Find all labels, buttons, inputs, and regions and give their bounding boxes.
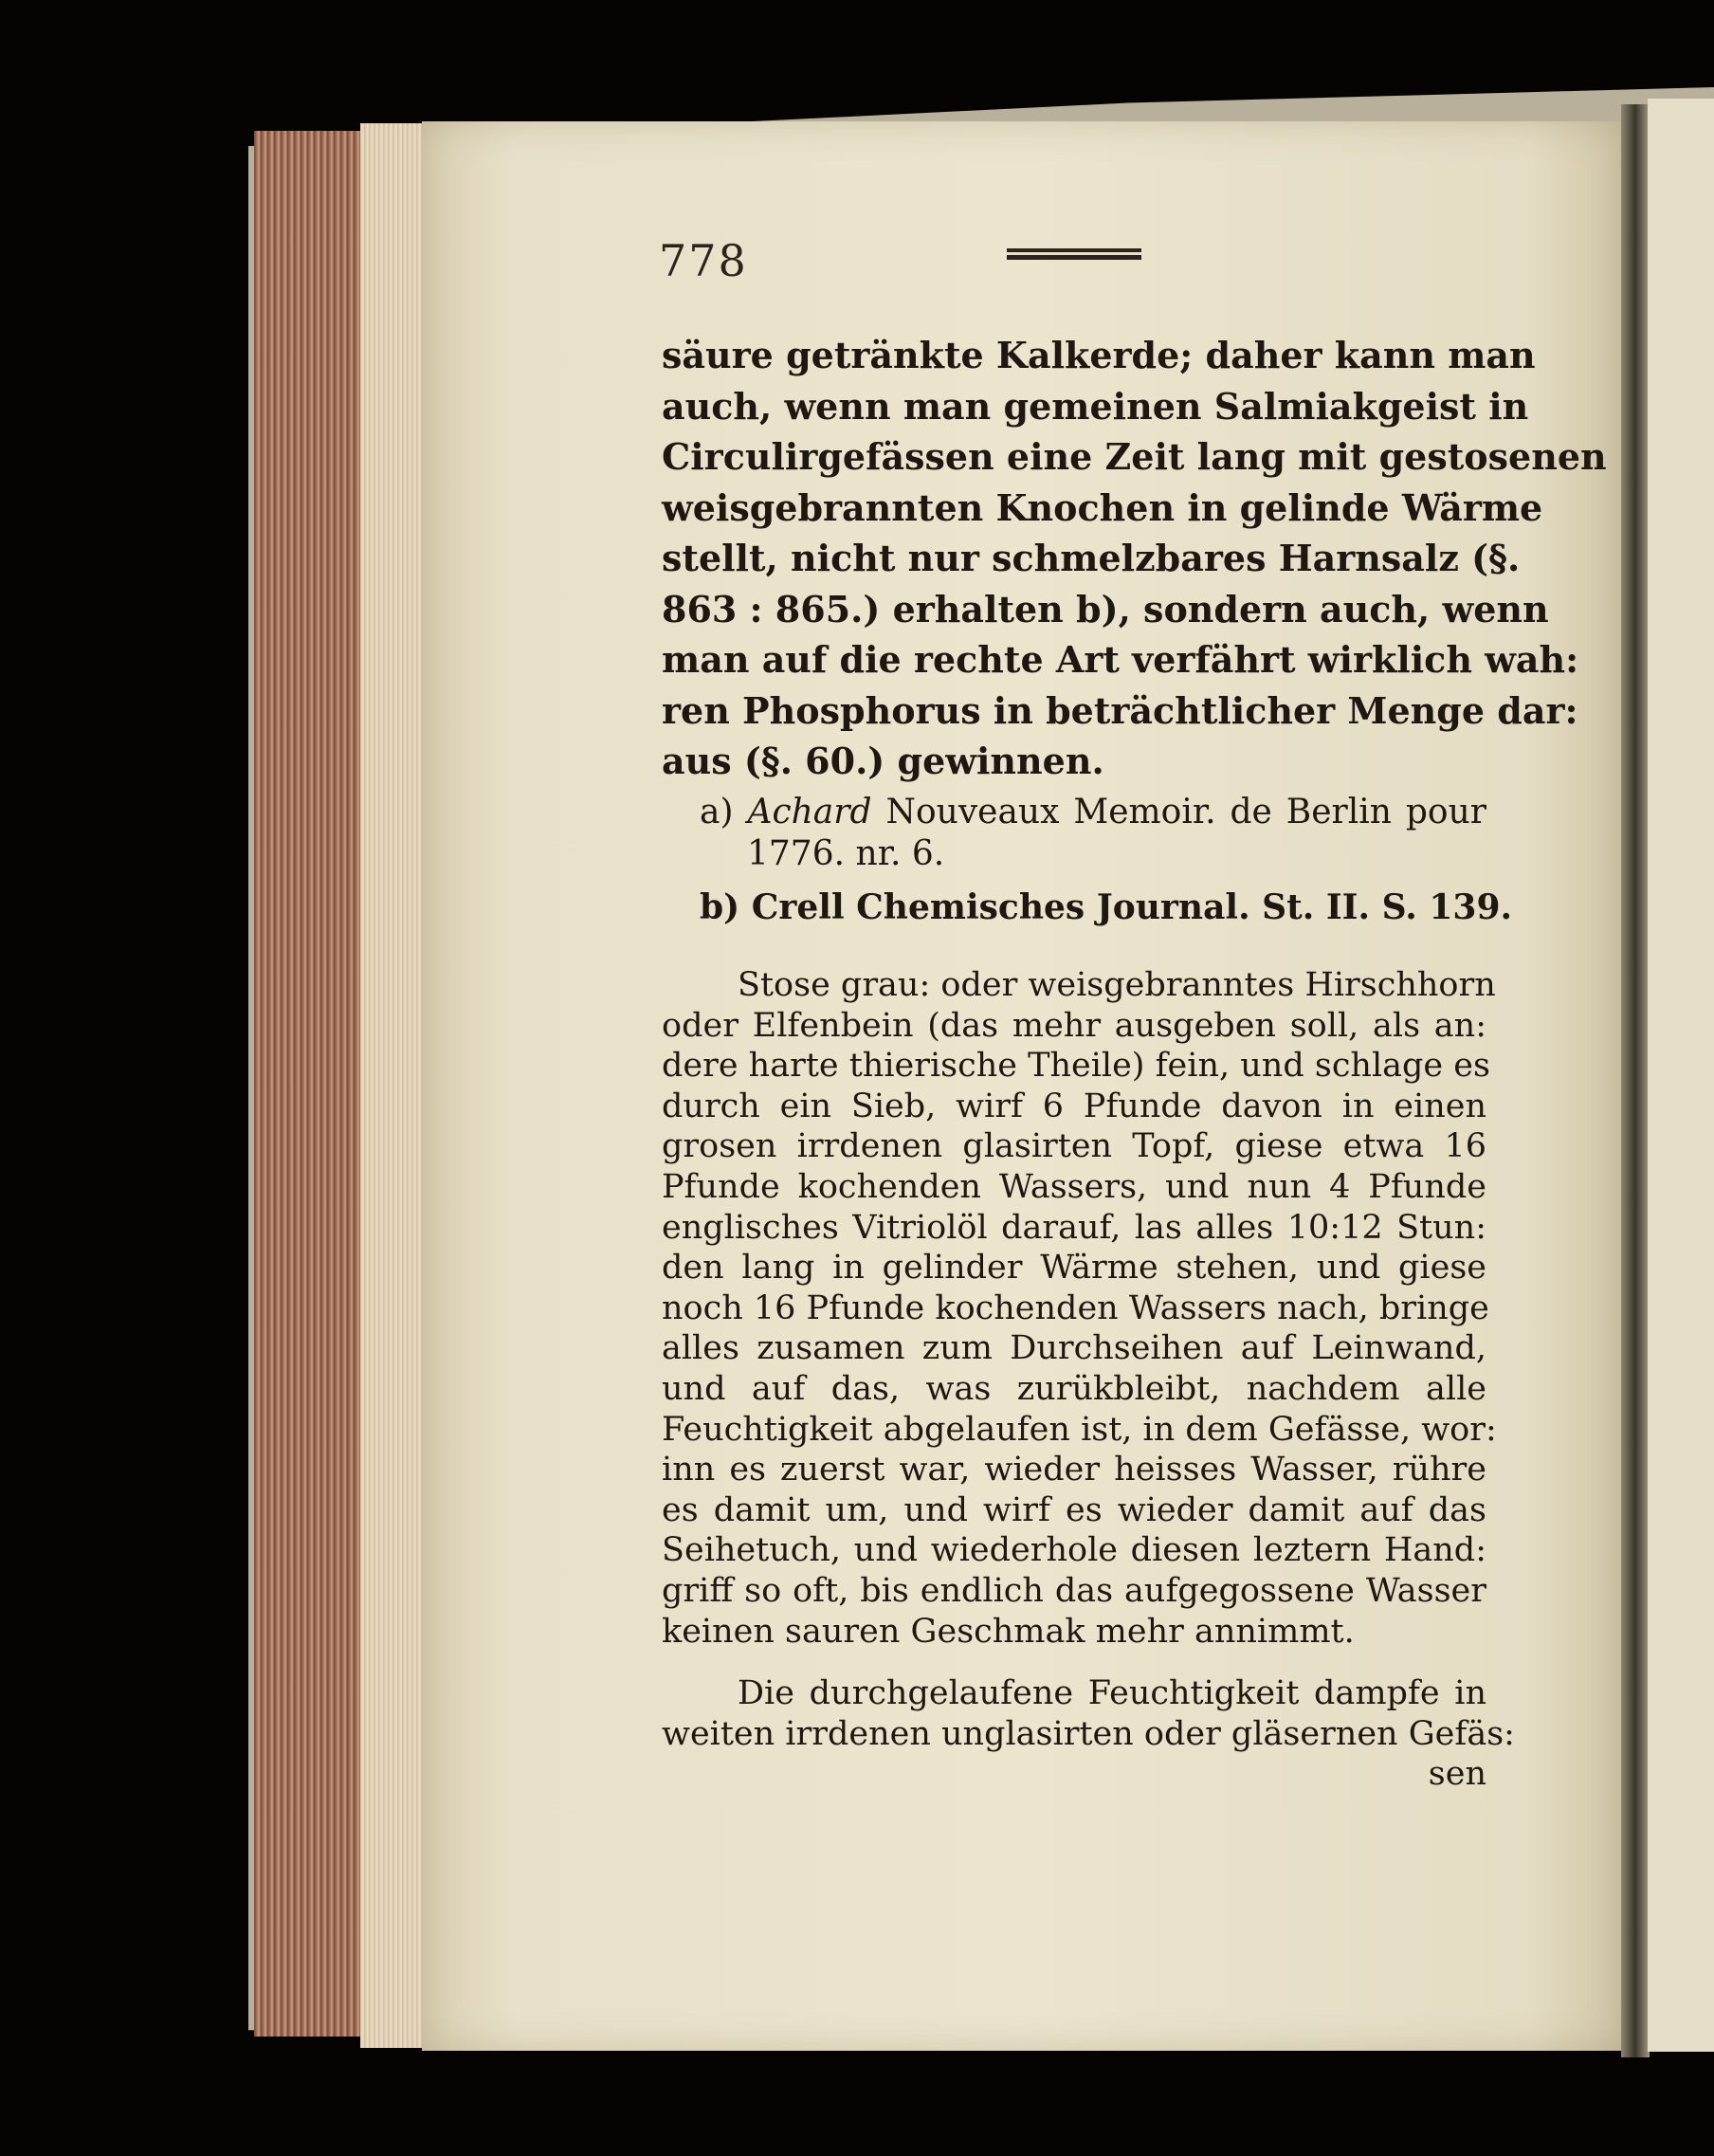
footnote-marker: a)	[700, 793, 734, 831]
text-line: weisgebrannten Knochen in gelinde Wärme	[662, 485, 1543, 529]
text-line: aus (§. 60.) gewinnen.	[662, 740, 1104, 782]
text-line: stellt, nicht nur schmelzbares Harnsalz (§.	[662, 537, 1521, 579]
text-line: oder Elfenbein (das mehr ausgeben soll, als an:	[662, 1006, 1486, 1045]
footnote-author: Achard	[747, 793, 872, 831]
page-edges-inner	[360, 123, 427, 2048]
text-line: auch, wenn man gemeinen Salmiakgeist in	[662, 384, 1529, 428]
paragraph-3	[662, 1673, 1515, 1795]
text-line: säure getränkte Kalkerde; daher kann man	[662, 334, 1536, 376]
text-line: noch 16 Pfunde kochenden Wassers nach, bringe	[662, 1288, 1489, 1327]
footnote-line	[700, 792, 1486, 833]
text-line: englisches Vitriolöl darauf, las alles 10:12 Stun:	[662, 1208, 1486, 1247]
text-line: und auf das, was zurükbleibt, nachdem alle	[662, 1369, 1486, 1408]
text-line: man auf die rechte Art verfährt wirklich wah:	[662, 638, 1579, 681]
catchword: sen	[1428, 1755, 1486, 1794]
facing-page-edge	[1648, 99, 1714, 2052]
footnote-line: b) Crell Chemisches Journal. St. II. S. 139.	[700, 887, 1513, 927]
paragraph-1	[662, 330, 1607, 787]
text-line: grosen irrdenen glasirten Topf, giese etwa 16	[662, 1127, 1486, 1166]
text-line: alles zusamen zum Durchseihen auf Leinwand,	[662, 1329, 1486, 1368]
text-line: inn es zuerst war, wieder heisses Wasser, rühre	[662, 1451, 1486, 1489]
text-line: Stose grau: oder weisgebranntes Hirschhorn	[738, 966, 1496, 1004]
text-line: griff so oft, bis endlich das aufgegossene Wasser	[662, 1571, 1486, 1610]
page-number: 778	[659, 235, 748, 286]
text-line: Circulirgefässen eine Zeit lang mit gestosenen	[662, 435, 1607, 478]
footnote-text: Nouveaux Memoir. de Berlin pour	[885, 793, 1486, 831]
text-line: ren Phosphorus in beträchtlicher Menge dar:	[662, 688, 1578, 732]
paragraph-2	[662, 965, 1497, 1652]
text-line: Pfunde kochenden Wassers, und nun 4 Pfunde	[662, 1167, 1486, 1206]
book-gutter	[1621, 104, 1650, 2057]
text-line: Feuchtigkeit abgelaufen ist, in dem Gefässe, wor:	[662, 1410, 1497, 1449]
text-line: 863 : 865.) erhalten b), sondern auch, wenn	[662, 587, 1549, 630]
footnote-line: 1776. nr. 6.	[747, 834, 945, 873]
text-line: keinen sauren Geschmak mehr annimmt.	[662, 1612, 1355, 1651]
footnote-a	[700, 792, 1486, 875]
text-line: es damit um, und wirf es wieder damit auf das	[662, 1490, 1486, 1529]
text-line: durch ein Sieb, wirf 6 Pfunde davon in einen	[662, 1087, 1486, 1125]
text-line: weiten irrdenen unglasirten oder gläsernen Gefäs:	[662, 1714, 1515, 1753]
footnote-b	[700, 886, 1513, 928]
text-line: den lang in gelinder Wärme stehen, und giese	[662, 1249, 1486, 1288]
text-line: Die durchgelaufene Feuchtigkeit dampfe in	[738, 1674, 1486, 1712]
text-line: Seihetuch, und wiederhole diesen leztern Hand:	[662, 1531, 1486, 1570]
header-rule	[1007, 248, 1141, 260]
text-line: dere harte thierische Theile) fein, und schlage es	[662, 1047, 1490, 1086]
